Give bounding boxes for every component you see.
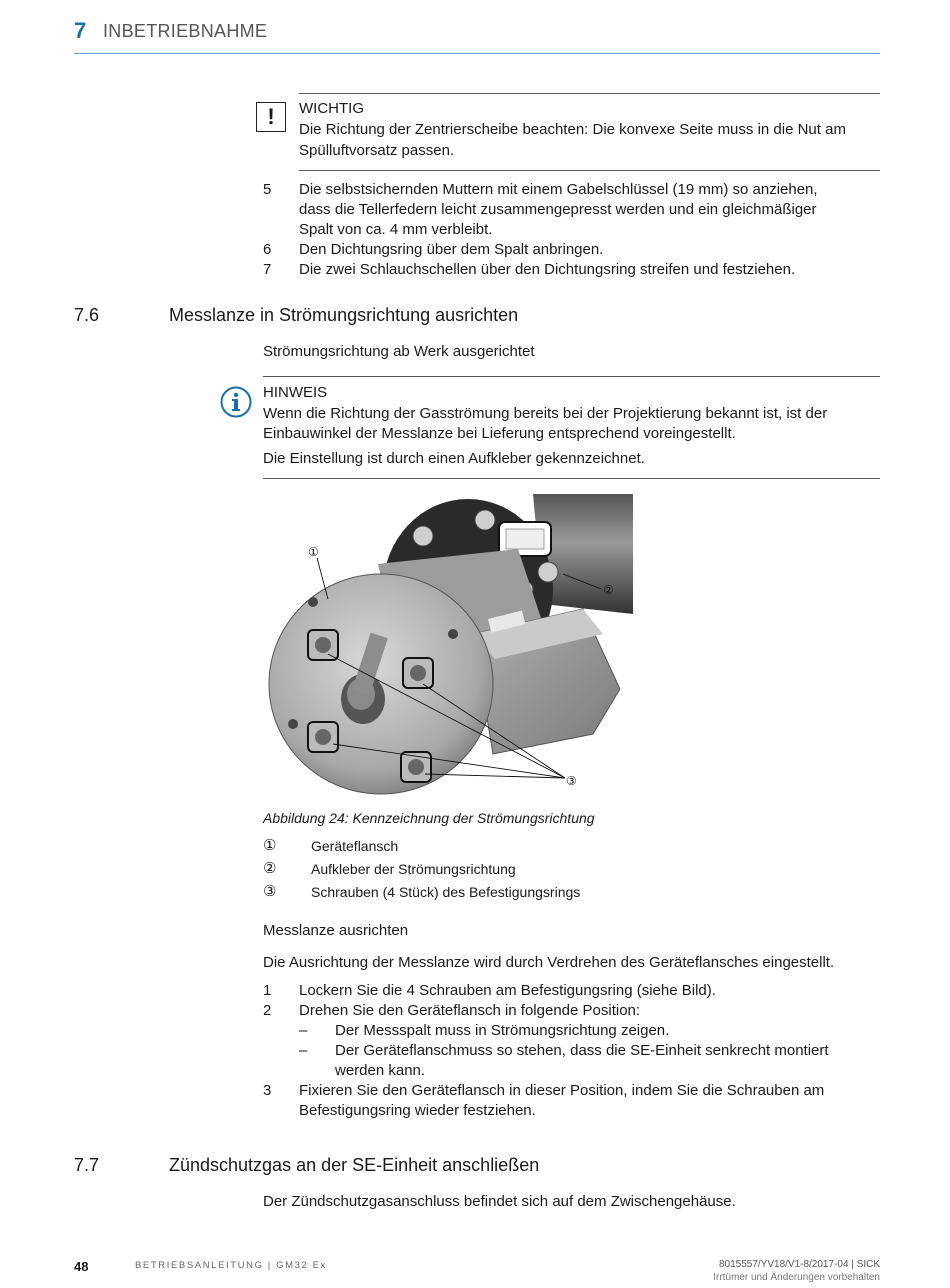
step-text: dass die Tellerfedern leicht zusammengepresst werden und ein gleichmäßiger [299,201,817,218]
legend-symbol: ② [263,860,277,877]
note-text-line3: Die Einstellung ist durch einen Aufkleber gekennzeichnet. [263,450,645,467]
subsection-title: Strömungsrichtung ab Werk ausgerichtet [263,343,535,360]
step-number: 2 [263,1002,272,1019]
step-text: Den Dichtungsring über dem Spalt anbringen. [299,241,604,258]
step-text: Lockern Sie die 4 Schrauben am Befestigungsring (siehe Bild). [299,982,716,999]
substep-text: Der Geräteflanschmuss so stehen, dass die SE-Einheit senkrecht montiert [335,1042,829,1059]
step-text: Spalt von ca. 4 mm verbleibt. [299,221,493,238]
header-divider [74,53,880,54]
note-text-line1: Wenn die Richtung der Gasströmung bereits bei der Projektierung bekannt ist, ist der [263,405,828,422]
step-text: Drehen Sie den Geräteflansch in folgende Position: [299,1002,641,1019]
document-title: BETRIEBSANLEITUNG | GM32 Ex [135,1260,327,1271]
legend-symbol: ③ [263,883,277,900]
step-number: 7 [263,261,272,278]
note-top-rule [263,376,880,377]
step-number: 5 [263,181,272,198]
section-number: 7.7 [74,1155,100,1175]
figure-callout-1: ① [308,545,319,559]
dash-bullet: – [299,1042,308,1059]
figure-caption: Abbildung 24: Kennzeichnung der Strömungsrichtung [263,810,595,826]
page-number: 48 [74,1259,89,1274]
note-title: HINWEIS [263,384,328,401]
procedure-heading: Messlanze ausrichten [263,922,409,939]
step-number: 3 [263,1082,272,1099]
important-text-line2: Spülluftvorsatz passen. [299,142,455,159]
step-number: 1 [263,982,272,999]
legend-text: Geräteflansch [311,838,399,854]
warning-icon: ! [256,102,286,132]
note-bottom-rule [263,478,880,479]
dash-bullet: – [299,1022,308,1039]
figure-callout-2: ② [603,583,614,597]
chapter-number: 7 [74,18,87,43]
legend-symbol: ① [263,837,277,854]
important-text-line1: Die Richtung der Zentrierscheibe beachten: Die konvexe Seite muss in die Nut am [299,121,846,138]
substep-text: werden kann. [335,1062,426,1079]
chapter-title: INBETRIEBNAHME [103,21,268,41]
note-text-line2: Einbauwinkel der Messlanze bei Lieferung entsprechend voreingestellt. [263,425,736,442]
legend-text: Aufkleber der Strömungsrichtung [311,861,516,877]
document-id: 8015557/YV18/V1-8/2017-04 | SICK [718,1259,880,1270]
section-title: Zündschutzgas an der SE-Einheit anschließen [169,1155,540,1175]
important-title: WICHTIG [299,100,364,117]
step-text: Die zwei Schlauchschellen über den Dichtungsring streifen und festziehen. [299,261,796,278]
section-text: Der Zündschutzgasanschluss befindet sich auf dem Zwischengehäuse. [263,1193,736,1210]
disclaimer: Irrtümer und Änderungen vorbehalten [713,1272,880,1283]
section-number: 7.6 [74,305,100,325]
substep-text: Der Messspalt muss in Strömungsrichtung zeigen. [335,1022,670,1039]
procedure-intro: Die Ausrichtung der Messlanze wird durch Verdrehen des Geräteflansches eingestellt. [263,954,835,971]
figure-callout-3: ③ [566,774,577,788]
step-text: Die selbstsichernden Muttern mit einem Gabelschlüssel (19 mm) so anziehen, [299,181,818,198]
step-text: Fixieren Sie den Geräteflansch in dieser Position, indem Sie die Schrauben am [299,1082,825,1099]
legend-text: Schrauben (4 Stück) des Befestigungsrings [311,884,581,900]
step-text: Befestigungsring wieder festziehen. [299,1102,536,1119]
section-title: Messlanze in Strömungsrichtung ausrichten [169,305,519,325]
info-icon [220,386,252,418]
important-bottom-rule [299,170,880,171]
figure-photo [263,494,633,800]
step-number: 6 [263,241,272,258]
important-top-rule [299,93,880,94]
